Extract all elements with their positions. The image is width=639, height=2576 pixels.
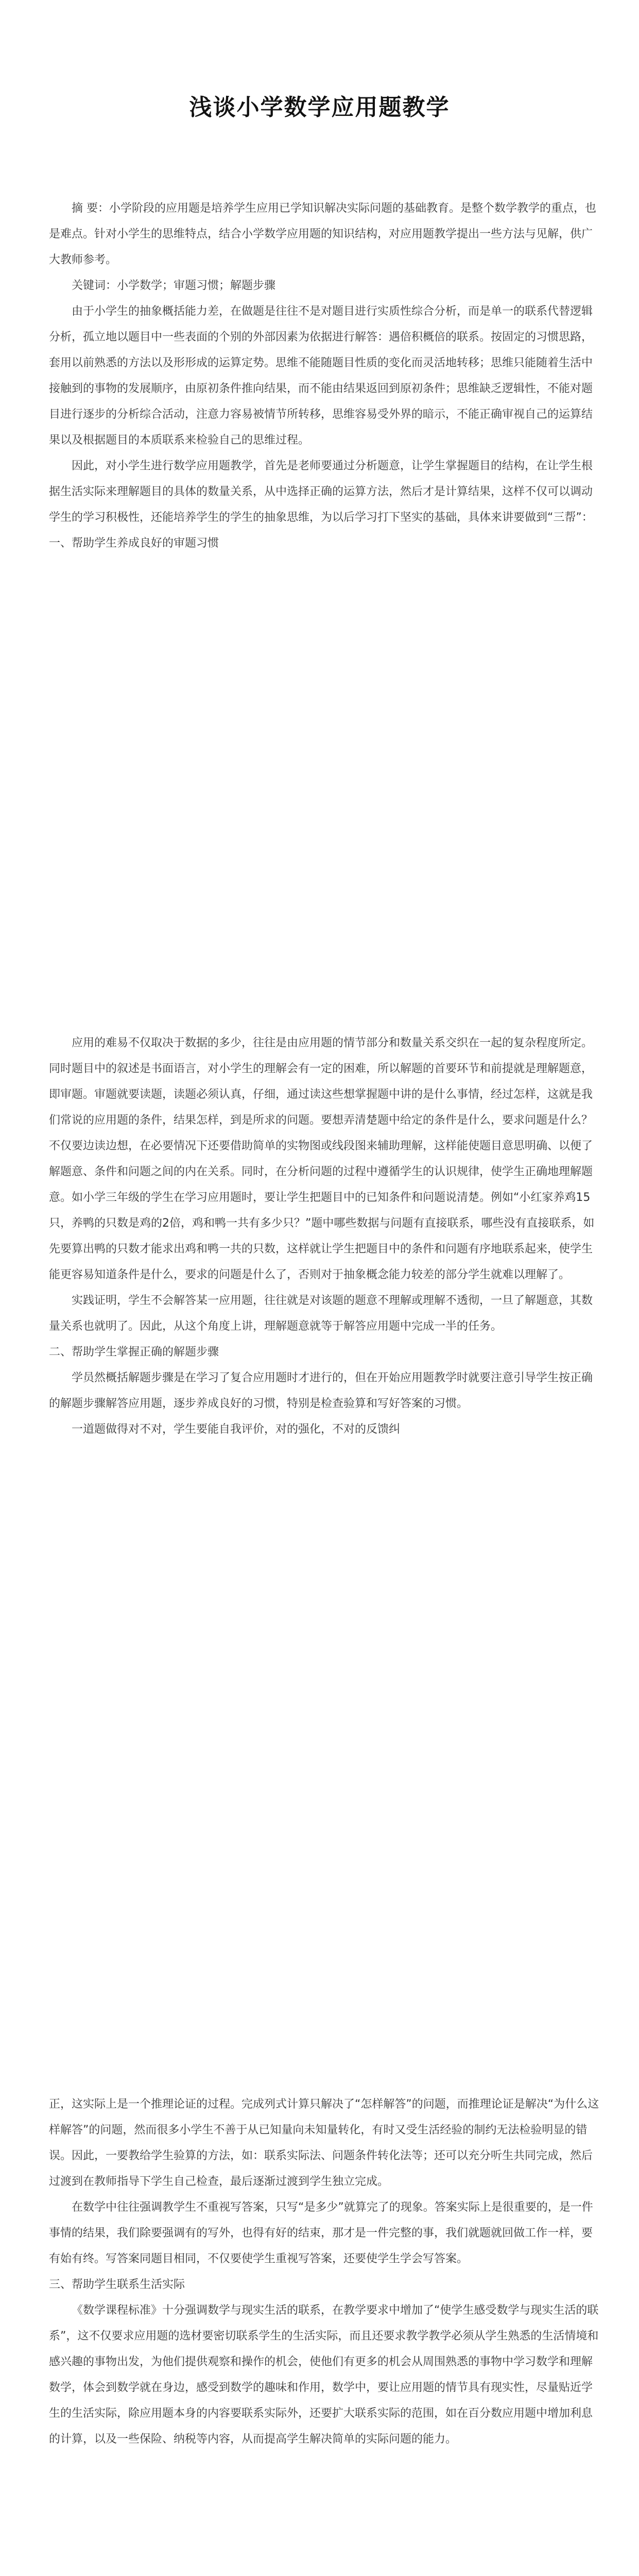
section-heading-1: 一、帮助学生养成良好的审题习惯 xyxy=(49,537,219,550)
body-paragraph: 实践证明，学生不会解答某一应用题，往往就是对该题的题意不理解或理解不透彻，一旦了解题意，其数量关系也就明了。因此，从这个角度上讲，理解题意就等于解答应用题中完成一半的任务。 xyxy=(49,1294,593,1333)
section-1-body xyxy=(49,1030,600,1443)
body-paragraph: 因此，对小学生进行数学应用题教学，首先是老师要通过分析题意，让学生掌握题目的结构，在让学生根据生活实际来理解题目的具体的数量关系，从中选择正确的运算方法，然后才是计算结果，这样不仅可以调动学生的学习积极性，还能培养学生的学生的抽象思维，为以后学习打下坚实的基础，具体来讲要做到“三帮”： xyxy=(49,460,593,524)
section-heading-3: 三、帮助学生联系生活实际 xyxy=(49,2278,185,2291)
section-2-body xyxy=(49,2092,600,2452)
body-paragraph: 一道题做得对不对，学生要能自我评价，对的强化，不对的反馈纠 xyxy=(72,1423,401,1436)
body-paragraph: 由于小学生的抽象概括能力差，在做题是往往不是对题目进行实质性综合分析，而是单一的联系代替逻辑分析，孤立地以题目中一些表面的个别的外部因素为依据进行解答：遇倍积概倍的联系。按固定的习惯思路，套用以前熟悉的方法以及形形成的运算定势。思维不能随题目性质的变化而灵活地转移；思维只能随着生活中接触到的事物的发展顺序，由原初条件推向结果，而不能由结果返回到原初条件；思维缺乏逻辑性，不能对题目进行逐步的分析综合活动，注意力容易被情节所转移，思维容易受外界的暗示，不能正确审视自己的运算结果以及根据题目的本质联系来检验自己的思维过程。 xyxy=(49,305,593,447)
section-heading-2: 二、帮助学生掌握正确的解题步骤 xyxy=(49,1346,219,1359)
keywords-paragraph: 关键词：小学数学；审题习惯；解题步骤 xyxy=(72,279,276,292)
body-paragraph: 正，这实际上是一个推理论证的过程。完成列式计算只解决了“怎样解答”的问题，而推理论证是解决“为什么这样解答”的问题，然而很多小学生不善于从已知量向未知量转化，有时又受生活经验的制约无法检验明显的错误。因此，一要教给学生验算的方法，如：联系实际法、问题条件转化法等；还可以充分听生共同完成，然后过渡到在教师指导下学生自己检查，最后逐渐过渡到学生独立完成。 xyxy=(49,2098,599,2188)
body-paragraph: 在数学中往往强调教学生不重视写答案，只写“是多少”就算完了的现象。答案实际上是很重要的，是一件事情的结果，我们除要强调有的写外，也得有好的结束，那才是一件完整的事，我们就题就回做工作一样，要有始有终。写答案同题目相同，不仅要使学生重视写答案，还要使学生学会写答案。 xyxy=(49,2201,593,2265)
section-abstract xyxy=(49,196,600,556)
body-paragraph: 学员然概括解题步骤是在学习了复合应用题时才进行的，但在开始应用题教学时就要注意引导学生按正确的解题步骤解答应用题，逐步养成良好的习惯，特别是检查验算和写好答案的习惯。 xyxy=(49,1371,593,1410)
body-paragraph: 应用的难易不仅取决于数据的多少，往往是由应用题的情节部分和数量关系交织在一起的复杂程度所定。同时题目中的叙述是书面语言，对小学生的理解会有一定的困难，所以解题的首要环节和前提就是理解题意，即审题。审题就要读题，读题必须认真，仔细，通过读这些想掌握题中讲的是什么事情，经过怎样，这就是我们常说的应用题的条件，结果怎样，到是所求的问题。要想弄清楚题中给定的条件是什么，要求问题是什么？不仅要边读边想，在必要情况下还要借助简单的实物图或线段图来辅助理解，这样能使题目意思明确、以便了解题意、条件和问题之间的内在关系。同时，在分析问题的过程中遵循学生的认识规律，使学生正确地理解题意。如小学三年级的学生在学习应用题时，要让学生把题目中的已知条件和问题说清楚。例如“小红家养鸡15只，养鸭的只数是鸡的2倍，鸡和鸭一共有多少只？”题中哪些数据与问题有直接联系，哪些没有直接联系，如先要算出鸭的只数才能求出鸡和鸭一共的只数，这样就让学生把题目中的条件和问题有序地联系起来，使学生能更容易知道条件是什么，要求的问题是什么了，否则对于抽象概念能力较差的部分学生就难以理解了。 xyxy=(49,1037,595,1281)
abstract-paragraph: 摘 要：小学阶段的应用题是培养学生应用已学知识解决实际问题的基础教育。是整个数学教学的重点，也是难点。针对小学生的思维特点，结合小学数学应用题的知识结构，对应用题教学提出一些方法与见解，供广大教师参考。 xyxy=(49,202,596,266)
page-title: 浅谈小学数学应用题教学 xyxy=(189,94,450,121)
body-paragraph: 《数学课程标准》十分强调数学与现实生活的联系，在教学要求中增加了“使学生感受数学与现实生活的联系”，这不仅要求应用题的选材要密切联系学生的生活实际，而且还要求教学教学必须从学生熟悉的生活情境和感兴趣的事物出发，为他们提供观察和操作的机会，使他们有更多的机会从周围熟悉的事物中学习数学和理解数学，体会到数学就在身边，感受到数学的趣味和作用，数学中，要让应用题的情节具有现实性，尽量贴近学生的生活实际，除应用题本身的内容要联系实际外，还要扩大联系实际的范围，如在百分数应用题中增加利息的计算，以及一些保险、纳税等内容，从而提高学生解决简单的实际问题的能力。 xyxy=(49,2304,599,2446)
